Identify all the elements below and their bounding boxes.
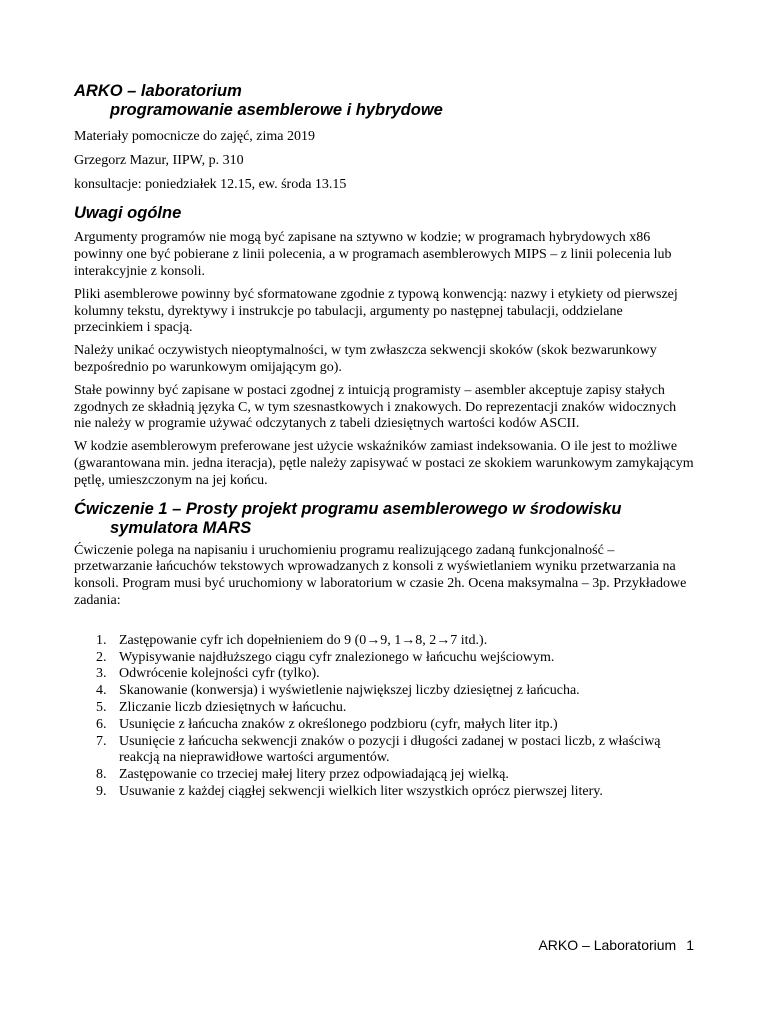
footer-label: ARKO – Laboratorium	[538, 937, 677, 953]
task-text: Usuwanie z każdej ciągłej sekwencji wielkich liter wszystkich oprócz pierwszej litery.	[119, 783, 603, 799]
task-list	[74, 633, 694, 801]
exercise-intro: Ćwiczenie polega na napisaniu i uruchomieniu programu realizującego zadaną funkcjonalność – przetwarzanie łańcuchów tekstowych wprowadzanych z konsoli z wyświetlaniem wyniku przetwarzania na konsoli. Program musi być uruchomiony w laboratorium w czasie 2h. Ocena maksymalna – 3p. Przykładowe zadania:	[74, 542, 687, 608]
title-line-1: ARKO – laboratorium	[74, 82, 242, 100]
author-info: Grzegorz Mazur, IIPW, p. 310	[74, 152, 244, 168]
task-item	[74, 666, 694, 683]
task-text: Zastępowanie co trzeciej małej litery przez odpowiadającą jej wielką.	[119, 767, 509, 783]
task-text: Zliczanie liczb dziesiętnych w łańcuchu.	[119, 699, 347, 715]
materials-note: Materiały pomocnicze do zajęć, zima 2019	[74, 129, 316, 144]
task-number: 5.	[96, 699, 107, 715]
task-item	[74, 784, 694, 801]
task-number: 6.	[96, 716, 107, 732]
task-text: Odwrócenie kolejności cyfr (tylko).	[119, 666, 320, 682]
general-paragraph-1: Argumenty programów nie mogą być zapisane na sztywno w kodzie; w programach hybrydowych x86 powinny one być pobierane z linii polecenia, a w programach asemblerowych MIPS – z linii polecenia lub interakcyjnie z konsoli.	[74, 230, 672, 279]
office-hours: konsultacje: poniedziałek 12.15, ew. środa 13.15	[74, 176, 347, 192]
task-number: 3.	[96, 666, 107, 682]
task-number: 9.	[96, 783, 107, 799]
title-line-2: programowanie asemblerowe i hybrydowe	[110, 101, 443, 119]
exercise-heading-line-2: symulatora MARS	[110, 518, 252, 537]
task-item	[74, 683, 694, 700]
task-item	[74, 734, 694, 768]
section-heading-exercise	[74, 500, 694, 538]
task-number: 1.	[96, 632, 107, 648]
page-footer	[538, 936, 694, 954]
general-paragraph-2: Pliki asemblerowe powinny być sformatowane zgodnie z typową konwencją: nazwy i etykiety od pierwszej kolumny tekstu, dyrektywy i instrukcje po tabulacji, argumenty po następnej tabulacji, oddzielane przecinkiem i spacją.	[74, 286, 678, 336]
task-number: 2.	[96, 649, 107, 665]
general-paragraph-5: W kodzie asemblerowym preferowane jest użycie wskaźników zamiast indeksowania. O ile jest to możliwe (gwarantowana min. jedna iteracja), pętle należy zapisywać w postaci ze skokiem warunkowym zamykającym pętlę, umieszczonym na jej końcu.	[74, 439, 694, 488]
section-heading-general: Uwagi ogólne	[74, 204, 182, 223]
task-number: 4.	[96, 683, 107, 699]
exercise-heading-line-1: Ćwiczenie 1 – Prosty projekt programu asemblerowego w środowisku	[74, 499, 622, 518]
task-item	[74, 633, 694, 650]
task-text: Zastępowanie cyfr ich dopełnieniem do 9 (0→9, 1→8, 2→7 itd.).	[119, 632, 488, 648]
document-page	[74, 82, 694, 801]
task-item	[74, 767, 694, 784]
task-number: 7.	[96, 733, 107, 749]
task-text: Usunięcie z łańcucha sekwencji znaków o pozycji i długości zadanej w postaci liczb, z właściwą reakcją na nieprawidłowe wartości argumentów.	[119, 733, 661, 766]
task-text: Wypisywanie najdłuższego ciągu cyfr znalezionego w łańcuchu wejściowym.	[119, 649, 555, 665]
page-number: 1	[686, 937, 694, 953]
general-paragraph-3: Należy unikać oczywistych nieoptymalności, w tym zwłaszcza sekwencji skoków (skok bezwarunkowy bezpośrednio po warunkowym omijającym go).	[74, 343, 657, 375]
document-title	[74, 82, 694, 120]
general-paragraph-4: Stałe powinny być zapisane w postaci zgodnej z intuicją programisty – asembler akceptuje zapisy stałych zgodnych ze składnią języka C, w tym szesnastkowych i znakowych. Do reprezentacji znaków widocznych nie należy w programie używać odczytanych z tabeli dziesiętnych wartości kodów ASCII.	[74, 382, 677, 432]
task-item	[74, 650, 694, 667]
task-number: 8.	[96, 767, 107, 783]
task-item	[74, 717, 694, 734]
task-text: Usunięcie z łańcucha znaków z określonego podzbioru (cyfr, małych liter itp.)	[119, 716, 558, 732]
task-item	[74, 700, 694, 717]
task-text: Skanowanie (konwersja) i wyświetlenie największej liczby dziesiętnej z łańcucha.	[119, 683, 580, 699]
